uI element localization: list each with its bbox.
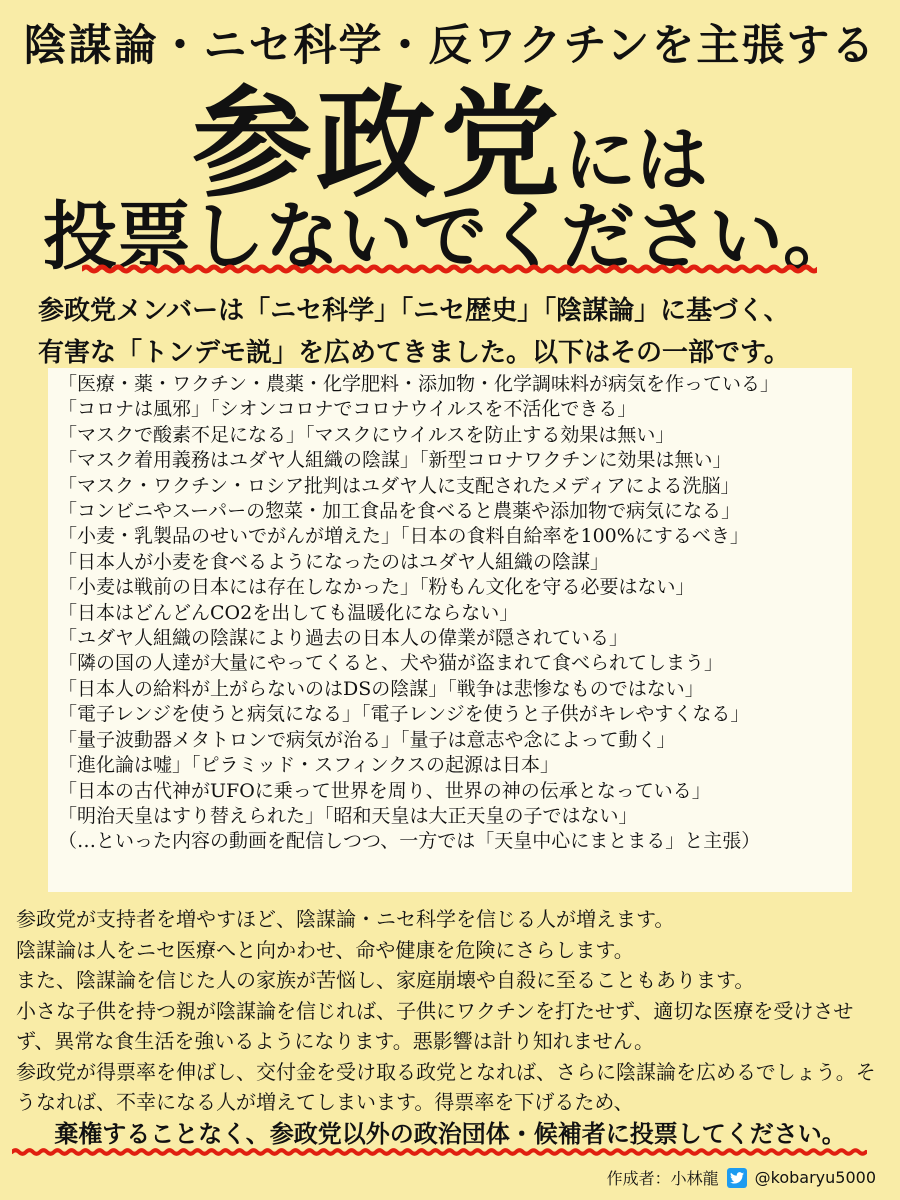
twitter-icon	[727, 1168, 747, 1188]
body-paragraph: 小さな子供を持つ親が陰謀論を信じれば、子供にワクチンを打たせず、適切な医療を受けさせず、異常な食生活を強いるようになります。悪影響は計り知れません。	[16, 998, 854, 1053]
claim-item: 「日本はどんどんCO2を出しても温暖化にならない」	[58, 601, 519, 624]
credit	[607, 1166, 876, 1189]
claim-item: 「マスク着用義務はユダヤ人組織の陰謀」「新型コロナワクチンに効果は無い」	[58, 449, 732, 472]
claim-item: 「コンビニやスーパーの惣菜・加工食品を食べると農薬や添加物で病気になる」	[58, 500, 741, 523]
lead-line-2: 有害な「トンデモ説」を広めてきました。以下はその一部です。	[38, 338, 790, 368]
claim-item: 「進化論は嘘」「ピラミッド・スフィンクスの起源は日本」	[58, 754, 560, 777]
claim-item: 「医療・薬・ワクチン・農薬・化学肥料・添加物・化学調味料が病気を作っている」	[58, 373, 780, 395]
lead-text	[38, 290, 868, 374]
author-credit: 作成者：小林龍	[606, 1169, 719, 1188]
party-name: 参政党	[191, 73, 564, 214]
claims-list	[58, 372, 852, 855]
claim-item: 「マスク・ワクチン・ロシア批判はユダヤ人に支配されたメディアによる洗脳」	[58, 474, 740, 497]
body-paragraph: 参政党が支持者を増やすほど、陰謀論・ニセ科学を信じる人が増えます。	[16, 907, 675, 931]
claim-item: 「量子波動器メタトロンで病気が治る」「量子は意志や念によって動く」	[58, 728, 676, 751]
claim-item: 「明治天皇はすり替えられた」「昭和天皇は大正天皇の子ではない」	[58, 804, 638, 827]
plea-heading: 投票しないでください。	[43, 194, 857, 280]
claim-item: 「日本人が小麦を食べるようになったのはユダヤ人組織の陰謀」	[58, 550, 610, 573]
claim-item: 「日本人の給料が上がらないのはDSの陰謀」「戦争は悲惨なものではない」	[58, 677, 704, 700]
claim-item: 「ユダヤ人組織の陰謀により過去の日本人の偉業が隠されている」	[58, 627, 629, 650]
claim-item: 「コロナは風邪」「シオンコロナでコロナウイルスを不活化できる」	[58, 398, 637, 421]
party-suffix: には	[563, 117, 708, 202]
twitter-handle[interactable]: @kobaryu5000	[754, 1168, 876, 1187]
lead-line-1: 参政党メンバーは「ニセ科学」「ニセ歴史」「陰謀論」に基づく、	[38, 296, 790, 326]
body-text	[16, 904, 888, 1118]
call-to-action: 棄権することなく、参政党以外の政治団体・候補者に投票してください。	[54, 1119, 846, 1148]
claims-list-box	[48, 368, 852, 892]
claim-item: （…といった内容の動画を配信しつつ、一方では「天皇中心にまとまる」と主張）	[58, 830, 761, 853]
body-paragraph: また、陰謀論を信じた人の家族が苦悩し、家庭崩壊や自殺に至ることもあります。	[16, 968, 755, 992]
claim-item: 「マスクで酸素不足になる」「マスクにウイルスを防止する効果は無い」	[58, 423, 675, 446]
body-paragraph: 参政党が得票率を伸ばし、交付金を受け取る政党となれば、さらに陰謀論を広めるでしょう。そうなれば、不幸になる人が増えてしまいます。得票率を下げるため、	[16, 1059, 876, 1114]
headline: 陰謀論・ニセ科学・反ワクチンを主張する	[23, 21, 877, 71]
claim-item: 「日本の古代神がUFOに乗って世界を周り、世界の神の伝承となっている」	[58, 779, 711, 802]
claim-item: 「小麦は戦前の日本には存在しなかった」「粉もん文化を守る必要はない」	[58, 576, 695, 599]
claim-item: 「小麦・乳製品のせいでがんが増えた」「日本の食料自給率を100%にするべき」	[58, 525, 749, 548]
red-wavy-underline-top	[82, 262, 817, 276]
claim-item: 「電子レンジを使うと病気になる」「電子レンジを使うと子供がキレやすくなる」	[58, 703, 750, 726]
claim-item: 「隣の国の人達が大量にやってくると、犬や猫が盗まれて食べられてしまう」	[58, 652, 724, 675]
body-paragraph: 陰謀論は人をニセ医療へと向かわせ、命や健康を危険にさらします。	[16, 937, 634, 962]
red-wavy-underline-bottom	[12, 1146, 867, 1158]
